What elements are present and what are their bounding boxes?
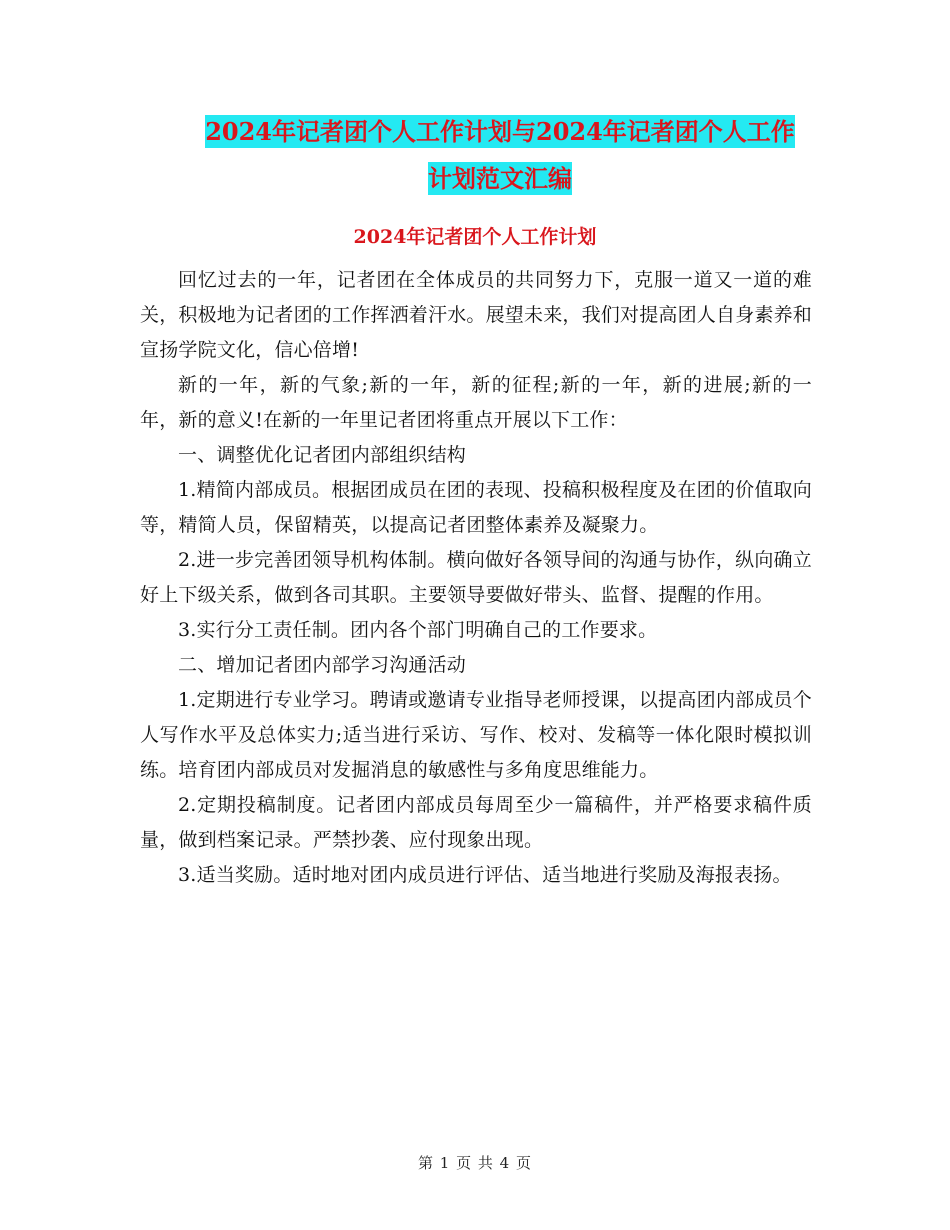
heading-section-2: 二、增加记者团内部学习沟通活动 xyxy=(178,654,467,676)
paragraph-intro: 回忆过去的一年，记者团在全体成员的共同努力下，克服一道又一道的难关，积极地为记者团的工作挥洒着汗水。展望未来，我们对提高团人自身素养和宣扬学院文化，信心倍增! xyxy=(140,269,813,361)
page-footer: 第 1 页 共 4 页 xyxy=(418,1154,532,1172)
document-title xyxy=(140,108,860,202)
paragraph-item-2-1: 1.定期进行专业学习。聘请或邀请专业指导老师授课，以提高团内部成员个人写作水平及总体实力;适当进行采访、写作、校对、发稿等一体化限时模拟训练。培育团内部成员对发掘消息的敏感性与多角度思维能力。 xyxy=(140,689,812,781)
paragraph-item-1-3: 3.实行分工责任制。团内各个部门明确自己的工作要求。 xyxy=(178,619,658,641)
heading-section-1: 一、调整优化记者团内部组织结构 xyxy=(178,444,467,466)
paragraph-new-year: 新的一年，新的气象;新的一年，新的征程;新的一年，新的进展;新的一年，新的意义!在新的一年里记者团将重点开展以下工作： xyxy=(140,374,812,431)
section-title: 2024年记者团个人工作计划 xyxy=(353,226,597,248)
paragraph-item-1-1: 1.精简内部成员。根据团成员在团的表现、投稿积极程度及在团的价值取向等，精简人员，保留精英，以提高记者团整体素养及凝聚力。 xyxy=(140,479,812,536)
document-body xyxy=(140,263,812,893)
paragraph-item-2-2: 2.定期投稿制度。记者团内部成员每周至少一篇稿件，并严格要求稿件质量，做到档案记录。严禁抄袭、应付现象出现。 xyxy=(140,794,812,851)
document-title-line-2: 计划范文汇编 xyxy=(428,164,572,193)
paragraph-item-1-2: 2.进一步完善团领导机构体制。横向做好各领导间的沟通与协作，纵向确立好上下级关系，做到各司其职。主要领导要做好带头、监督、提醒的作用。 xyxy=(140,549,812,606)
paragraph-item-2-3: 3.适当奖励。适时地对团内成员进行评估、适当地进行奖励及海报表扬。 xyxy=(178,864,792,886)
document-title-line-1: 2024年记者团个人工作计划与2024年记者团个人工作 xyxy=(205,117,795,146)
